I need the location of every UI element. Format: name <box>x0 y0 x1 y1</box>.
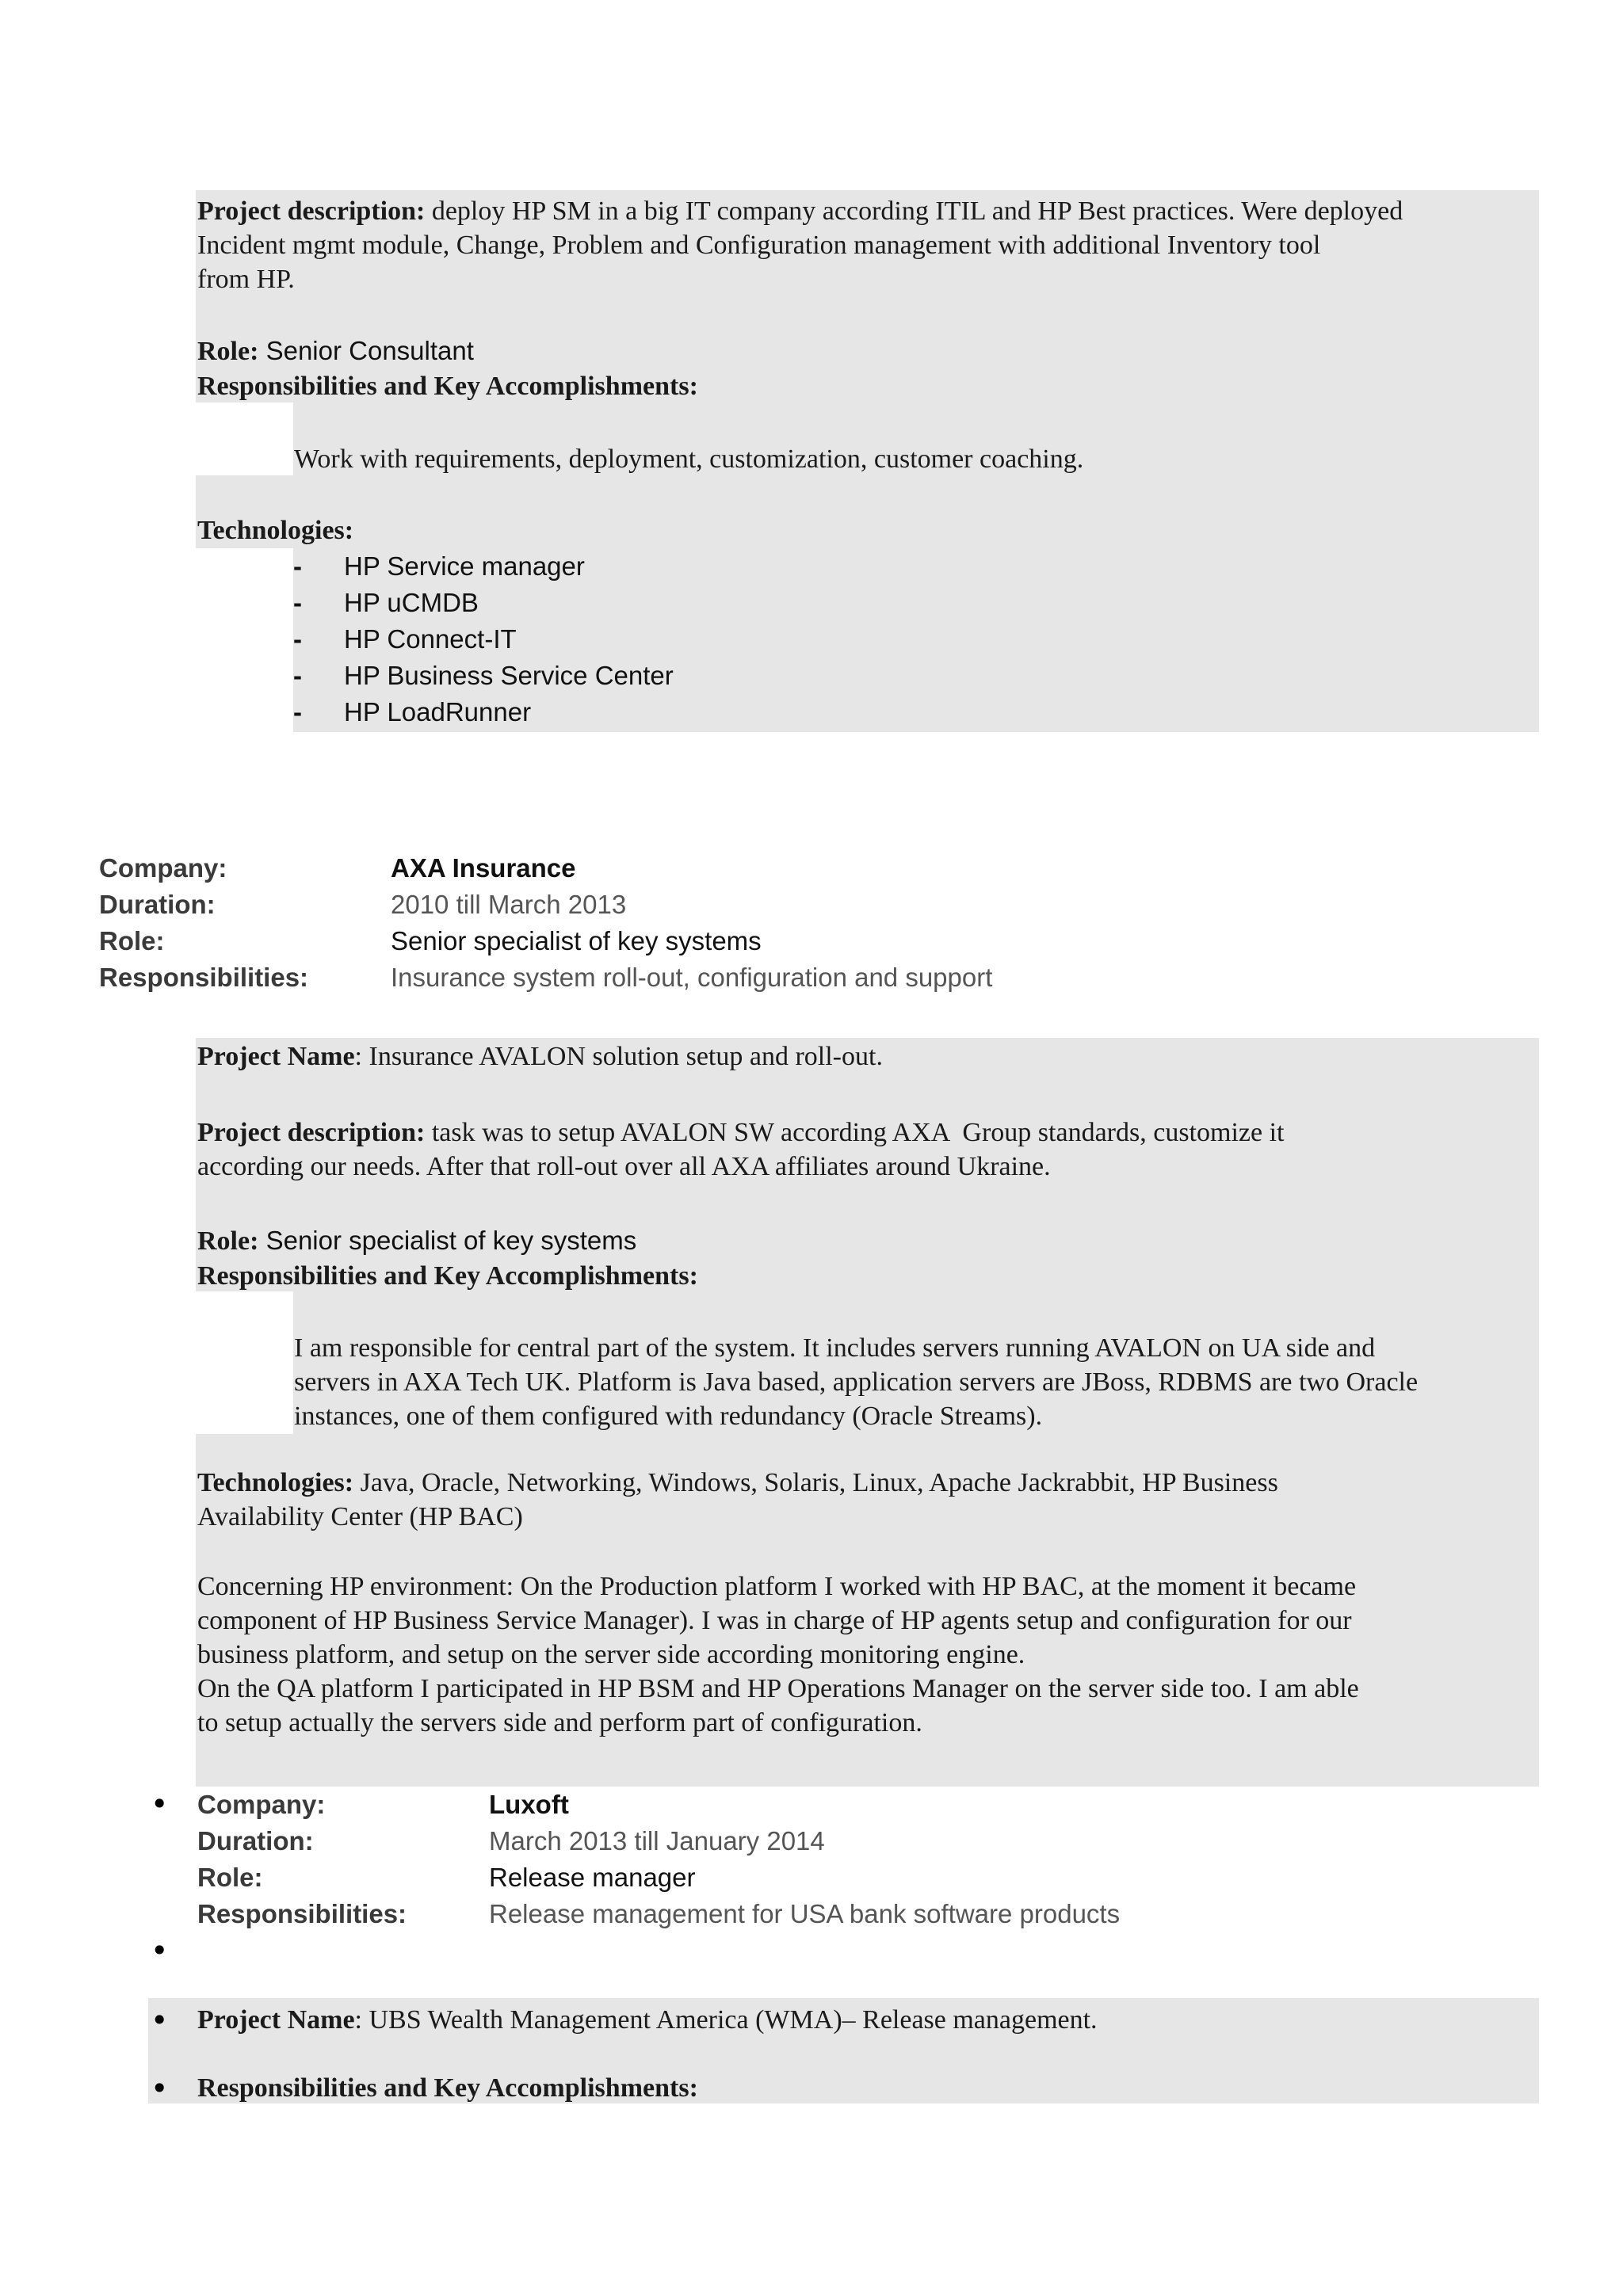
company-label: Company: <box>99 853 227 883</box>
duration-value: 2010 till March 2013 <box>391 890 627 919</box>
bullet: • <box>151 2003 169 2038</box>
duration-value: March 2013 till January 2014 <box>489 1826 825 1855</box>
company-luxoft-details <box>197 1787 1120 1932</box>
company-value: Luxoft <box>489 1790 569 1819</box>
paragraph-line: Concerning HP environment: On the Production platform I worked with HP BAC, at the moment it became <box>197 1572 1357 1601</box>
responsibilities-line: I am responsible for central part of the system. It includes servers running AVALON on UA side and <box>294 1333 1376 1363</box>
duration-label: Duration: <box>99 890 216 919</box>
project-description-text: according our needs. After that roll-out over all AXA affiliates around Ukraine. <box>197 1152 1051 1181</box>
company-value: AXA Insurance <box>391 853 576 883</box>
role-value: Release manager <box>489 1863 696 1892</box>
project-description-text: task was to setup AVALON SW according AXA Group standards, customize it <box>425 1118 1285 1147</box>
role-label: Role: <box>197 337 259 366</box>
technologies-text: Java, Oracle, Networking, Windows, Solaris, Linux, Apache Jackrabbit, HP Business <box>353 1468 1278 1497</box>
paragraph-line: component of HP Business Service Manager). I was in charge of HP agents setup and configuration for our <box>197 1606 1352 1635</box>
responsibilities-value: Release management for USA bank software products <box>489 1899 1121 1928</box>
block1-shade-tech <box>196 475 1539 548</box>
dash-bullet: - <box>293 697 302 727</box>
project-description-text: deploy HP SM in a big IT company according ITIL and HP Best practices. Were deployed <box>425 196 1403 226</box>
list-item <box>293 585 674 621</box>
dash-bullet: - <box>293 588 302 617</box>
role-value: Senior Consultant <box>258 336 474 365</box>
role-label: Role: <box>99 926 165 955</box>
block1-technologies-label <box>197 513 353 547</box>
bullet: • <box>151 1787 169 1821</box>
block2-responsibilities-text <box>294 1331 1546 1433</box>
responsibilities-line: servers in AXA Tech UK. Platform is Java based, application servers are JBoss, RDBMS are two Oracle <box>294 1367 1419 1397</box>
block1-responsibilities-text: Work with requirements, deployment, customization, customer coaching. <box>294 444 1084 474</box>
technology-item: HP Business Service Center <box>344 661 674 690</box>
company-axa-details <box>99 850 992 996</box>
block1-role <box>197 333 698 403</box>
technologies-text: Availability Center (HP BAC) <box>197 1502 523 1531</box>
responsibilities-line: instances, one of them configured with redundancy (Oracle Streams). <box>294 1402 1043 1431</box>
company-label: Company: <box>197 1790 326 1819</box>
list-item <box>293 658 674 694</box>
project-description-text: Incident mgmt module, Change, Problem and Configuration management with additional Inventory tool <box>197 231 1321 260</box>
bullet: • <box>151 2071 169 2106</box>
responsibilities-label: Responsibilities: <box>99 963 309 992</box>
block2-role <box>197 1222 698 1293</box>
list-item <box>293 621 674 658</box>
dash-bullet: - <box>293 551 302 581</box>
technology-item: HP uCMDB <box>344 588 479 617</box>
block2-project-description <box>197 1116 1545 1184</box>
technologies-label: Technologies: <box>197 516 354 545</box>
project-description-text: from HP. <box>197 265 295 294</box>
dash-bullet: - <box>293 624 302 654</box>
technology-item: HP LoadRunner <box>344 697 532 727</box>
block3-responsibilities-label <box>197 2071 698 2105</box>
responsibilities-label: Responsibilities and Key Accomplishments: <box>197 372 698 401</box>
role-label: Role: <box>197 1226 259 1256</box>
technology-item: HP Connect-IT <box>344 624 517 654</box>
responsibilities-value: Insurance system roll-out, configuration and support <box>391 963 993 992</box>
role-label: Role: <box>197 1863 263 1892</box>
block1-project-description <box>197 194 1545 296</box>
technologies-list <box>293 548 674 730</box>
paragraph-line: business platform, and setup on the server side according monitoring engine. <box>197 1640 1025 1669</box>
paragraph-line: to setup actually the servers side and perform part of configuration. <box>197 1708 922 1737</box>
dash-bullet: - <box>293 661 302 690</box>
duration-label: Duration: <box>197 1826 314 1855</box>
project-description-label: Project description: <box>197 1118 426 1147</box>
block2-project-name <box>197 1039 883 1074</box>
project-description-label: Project description: <box>197 196 426 226</box>
block2-hp-environment <box>197 1569 1545 1740</box>
bullet: • <box>151 1933 169 1968</box>
technology-item: HP Service manager <box>344 551 585 581</box>
project-name-label: Project Name <box>197 1042 355 1071</box>
project-name-value: : UBS Wealth Management America (WMA)– Release management. <box>354 2005 1098 2035</box>
technologies-label: Technologies: <box>197 1468 354 1497</box>
responsibilities-label: Responsibilities and Key Accomplishments: <box>197 2073 698 2103</box>
block2-technologies <box>197 1466 1545 1534</box>
project-name-value: : Insurance AVALON solution setup and roll-out. <box>354 1042 883 1071</box>
responsibilities-label: Responsibilities and Key Accomplishments: <box>197 1261 698 1291</box>
role-value: Senior specialist of key systems <box>391 926 762 955</box>
list-item <box>293 548 674 585</box>
list-item <box>293 694 674 730</box>
paragraph-line: On the QA platform I participated in HP BSM and HP Operations Manager on the server side too. I am able <box>197 1674 1359 1703</box>
role-value: Senior specialist of key systems <box>258 1226 637 1255</box>
block3-project-name <box>197 2003 1098 2037</box>
project-name-label: Project Name <box>197 2005 355 2035</box>
responsibilities-label: Responsibilities: <box>197 1899 407 1928</box>
